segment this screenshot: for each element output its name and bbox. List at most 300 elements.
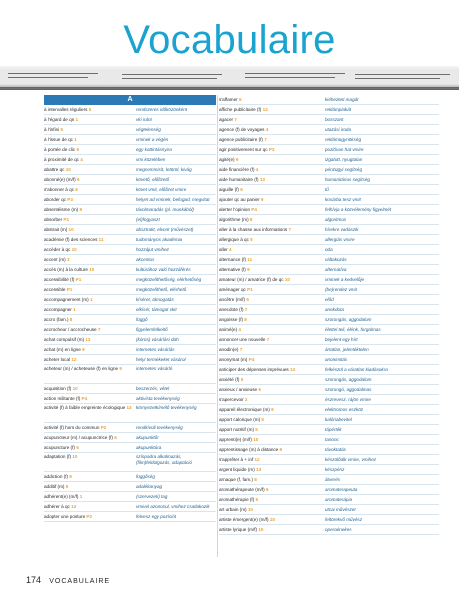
unit-reference: 13 [262,107,268,112]
french-term [219,95,325,104]
vocab-entry [44,492,216,502]
vocab-entry [44,255,216,265]
french-term-text: accessible [44,287,66,292]
french-term [219,345,325,354]
vocab-entry [219,105,439,115]
vocab-entry [44,285,216,295]
french-term-text: additif (m) [44,484,65,489]
french-term [219,505,325,514]
french-term [44,335,136,344]
french-term-text: absentéisme (m) [44,207,79,212]
vocab-entry [44,205,216,215]
hungarian-translation: kiéhezteti magát [325,97,359,102]
vocab-entry [44,345,216,355]
vocab-entry [219,255,439,265]
unit-reference: 5 [238,97,242,102]
hungarian-translation: helyet ad vminek, befogad, megvitat [136,197,210,202]
vocab-entry [219,365,439,375]
hungarian-translation: egy kattintásnyira [136,147,172,152]
french-term [219,155,325,164]
french-term [219,275,325,284]
french-term-text: à portée de clic [44,147,76,152]
hungarian-translation: oda [325,247,333,252]
french-term [44,345,136,354]
page-title: Vocabulaire [123,18,336,62]
unit-reference: 5 [60,127,64,132]
vocab-entry [44,443,216,453]
french-term [219,295,325,304]
unit-reference: 4 [255,167,259,172]
footer-label: VOCABULAIRE [49,578,111,585]
unit-reference: 7 [97,327,101,332]
unit-reference: P1 [66,287,73,292]
french-term [44,255,136,264]
hungarian-translation: felkészül a váratlan kiadásokra [325,367,388,372]
french-term-text: apport calorique (m) [219,417,261,422]
vocab-entry [219,505,439,515]
vocab-entry [44,433,216,443]
french-term-text: agir positivement sur qc [219,147,268,152]
french-term-text: accrocheur / accrocheuse [44,327,97,332]
french-term [219,355,325,364]
french-term-text: alternative (f) [219,267,246,272]
unit-reference: 10 [71,247,77,252]
vocab-entry [219,375,439,385]
unit-reference: 5 [250,237,253,242]
hungarian-translation: tanonc [325,437,339,442]
french-term [44,105,136,114]
french-term-text: apprentissage (m) à distance [219,447,279,452]
french-term-text: acquisition (f) [44,386,72,391]
unit-reference: 9 [79,207,83,212]
vocab-entry [219,145,439,155]
french-term-text: s'apercevoir [219,397,244,402]
unit-reference: P4 [248,357,255,362]
french-term-text: aromathérapie (f) [219,497,255,502]
french-term-text: animé(e) [219,327,238,332]
vocab-entry [219,315,439,325]
hungarian-translation: allergiás vmire [325,237,355,242]
french-term-text: annoncer une nouvelle [219,337,266,342]
french-term [44,155,136,164]
vocab-entry [219,405,439,415]
unit-reference: 10 [72,386,78,391]
french-term [219,495,325,504]
vocab-entry [44,472,216,482]
french-term-text: aller à la chasse aux informations [219,227,288,232]
french-term [219,175,325,184]
french-term-text: à intervalles réguliers [44,107,88,112]
vocab-entry [219,355,439,365]
french-term-text: accompagner [44,307,72,312]
french-term-text: angoisse (f) [219,317,244,322]
vocab-entry [219,285,439,295]
french-term-text: accro (fam.) [44,317,69,322]
hungarian-translation: megsemmisít, letöröl, kivág [136,167,192,172]
french-term-text: anecdote (f) [219,307,244,312]
hungarian-translation: kíséret, támogatás [136,297,174,302]
unit-reference: 4 [80,157,83,162]
unit-reference: 13 [259,177,265,182]
french-term [44,315,136,324]
hungarian-translation: szorongás, aggodalom [325,317,372,322]
vocab-entry [219,295,439,305]
french-term-text: anticiper des dépenses imprévues [219,367,289,372]
french-term [219,385,325,394]
french-term [219,315,325,324]
unit-reference: P1 [75,277,82,282]
french-term [219,235,325,244]
vocab-entry [44,155,216,165]
vocab-entry [219,95,439,105]
hungarian-translation: távolmaradás (pl. munkából) [136,207,194,212]
french-term-text: argent liquide (m) [219,467,255,472]
french-term [219,485,325,494]
hungarian-translation: reklámügynökség [325,137,362,142]
unit-reference: 6 [114,435,117,440]
french-term [219,455,325,464]
french-term [219,265,325,274]
unit-reference: 9 [279,447,283,452]
vocab-entry [219,455,439,465]
vocab-entry [44,165,216,175]
french-term-text: acheter local [44,357,71,362]
vocab-entry [219,495,439,505]
french-term [219,125,325,134]
french-term [44,404,136,422]
vocab-entry [44,195,216,205]
unit-reference: 10 [253,437,259,442]
unit-reference: 9 [247,267,250,272]
hungarian-translation: aromaterapeuta [325,487,358,492]
vocab-entry [44,125,216,135]
vocab-entry [44,512,216,522]
vocab-entry [219,335,439,345]
hungarian-translation: vminek a kedvelője [325,277,365,282]
french-term [219,145,325,154]
unit-reference: 5 [65,484,69,489]
vocab-entry [219,125,439,135]
hungarian-translation: vmivel azonosul, vmihez csatlakozik [136,504,210,509]
french-term [219,165,325,174]
hungarian-translation: készpénz [325,467,345,472]
hungarian-translation: akupunktúra [136,445,162,450]
unit-reference: 10 [284,277,290,282]
french-term-text: aide humanitaire (f) [219,177,259,182]
hungarian-translation: pénzügyi segítség [325,167,363,172]
french-term-text: adhérent(e) (m/f) [44,494,79,499]
hungarian-translation: utcai művészet [325,507,356,512]
unit-reference: 5 [261,417,264,422]
vocab-entry [44,175,216,185]
vocab-entry [219,195,439,205]
vocab-entry [219,265,439,275]
vocab-entry [219,115,439,125]
page-number: 174 [26,575,42,585]
vocab-entry [219,445,439,455]
hungarian-translation: adalékanyag [136,484,163,489]
french-term-text: adaptation (f) [44,454,72,459]
unit-reference: 8 [254,477,257,482]
unit-reference: 12 [71,357,77,362]
french-term-text: artiste lyrique (m/f) [219,527,258,532]
hungarian-translation: tű [325,187,329,192]
vocab-entry [219,525,439,535]
french-term-text: abstrait (m) [44,227,68,232]
french-term [219,215,325,224]
vocab-entry [219,275,439,285]
unit-reference: 8 [69,317,73,322]
french-term-text: ancêtre (m/f) [219,297,246,302]
unit-reference: 4 [228,247,232,252]
unit-reference: 13 [85,337,91,342]
hungarian-translation: távoktatás [325,447,346,452]
vocab-entry [44,335,216,345]
vocabulary-column-left [44,95,216,522]
vocab-entry [219,435,439,445]
french-term-text: accéder à qc [44,247,71,252]
hungarian-translation: kosárba tesz vmit [325,197,361,202]
french-term [219,375,325,384]
french-term-text: accès (m) à la culture [44,267,88,272]
unit-reference: 1 [89,297,93,302]
hungarian-translation: szorongó, aggodalmas [325,387,372,392]
vocab-entry [219,515,439,525]
vocab-entry [44,105,216,115]
hungarian-translation: vki iránt [136,117,152,122]
unit-reference: 8 [244,317,247,322]
hungarian-translation: bosszant [325,117,344,122]
hungarian-translation: absztrakt, elvont (művészet) [136,227,194,232]
french-term-text: accompagnement (m) [44,297,89,302]
hungarian-translation: feltörekvő művész [325,517,363,522]
hungarian-translation: tudományos akadémia [136,237,183,242]
french-term-text: anodin(e) [219,347,239,352]
vocab-entry [44,404,216,423]
hungarian-translation: pozitívan hat vmire [325,147,364,152]
vocab-entry [219,165,439,175]
hungarian-translation: követő, előfizető [136,177,170,182]
unit-reference: 13 [256,467,262,472]
vocab-entry [44,235,216,245]
french-term [219,395,325,404]
unit-reference: 11 [98,237,104,242]
unit-reference: 7 [239,347,243,352]
french-term [44,472,136,481]
french-term-text: alerter l'opinion [219,207,251,212]
french-term-text: allergique à qc [219,237,249,242]
french-term-text: ajouter qc au panier [219,197,260,202]
hungarian-translation: internetes vásárló [136,366,173,371]
page-footer [26,575,110,585]
french-term-text: appareil électronique (m) [219,407,270,412]
hungarian-translation: aromaterápia [325,497,353,502]
hungarian-translation: ártatlan, jelentéktelen [325,347,369,352]
french-term-text: algorithme (m) [219,217,249,222]
unit-reference: P2 [86,514,93,519]
french-term-text: activité (f) à faible empreinte écologique [44,405,126,410]
french-term [219,105,325,114]
french-term-text: acupuncture (f) [44,445,75,450]
french-term [219,465,325,474]
unit-reference: 1 [75,117,79,122]
french-term-text: achat compulsif (m) [44,337,85,342]
french-term-text: abonné(e) (m/f) [44,177,76,182]
unit-reference: 13 [126,405,132,410]
french-term-text: art urbain (m) [219,507,247,512]
unit-reference: 7 [266,337,270,342]
french-term [219,475,325,484]
french-term [219,435,325,444]
hungarian-translation: (el)fogyaszt [136,217,160,222]
hungarian-translation: felvesz egy pozíciót [136,514,177,519]
vocab-entry [44,355,216,365]
hungarian-translation: operaénekes [325,527,352,532]
vocab-entry [44,325,216,335]
french-term-text: addiction (f) [44,474,69,479]
french-term [44,502,136,511]
french-term [44,384,136,393]
hungarian-translation: humanitárius segítség [325,177,370,182]
french-term [44,512,136,521]
unit-reference: 13 [290,367,296,372]
hungarian-translation: megközelíthetőség, elérhetőség [136,277,202,282]
vocab-entry [44,245,216,255]
french-term-text: à proximité de qc [44,157,79,162]
vocab-entry [44,305,216,315]
vocab-entry [219,415,439,425]
vocab-entry [44,115,216,125]
unit-reference: 1 [74,137,77,142]
unit-reference: 10 [72,454,78,459]
unit-reference: 10 [65,167,71,172]
hungarian-translation: beszerzés, vétel [136,386,170,391]
hungarian-translation: vmi közelében [136,157,166,162]
vocab-entry [219,305,439,315]
french-term [219,415,325,424]
unit-reference: 5 [255,427,258,432]
french-term [44,285,136,294]
french-term [44,215,136,224]
hungarian-translation: anekdota [325,307,344,312]
unit-reference: 5 [240,377,244,382]
unit-reference: 6 [246,297,249,302]
french-term [219,255,325,264]
unit-reference: 12 [254,457,260,462]
hungarian-translation: készülődik vmire, vmihez [325,457,377,462]
unit-reference: 8 [75,187,78,192]
french-term-text: à l'infini [44,127,60,132]
hungarian-translation: anonimitás [325,357,348,362]
vocab-entry [219,215,439,225]
french-term-text: aiguille (f) [219,187,239,192]
french-term-text: agence publicitaire (f) [219,137,263,142]
hungarian-translation: helyi termékeket vásárol [136,357,186,362]
hungarian-translation: (szervezeti) tag [136,494,168,499]
french-term [44,295,136,304]
french-term [44,185,136,194]
hungarian-translation: elkísér, támogat vkit [136,307,177,312]
hungarian-translation: környezetkímélő tevékenység [136,405,197,410]
french-term-text: acheteur (m) / acheteuse (f) en ligne [44,366,119,371]
french-term [44,394,136,403]
french-term-text: arnaque (f, fam.) [219,477,253,482]
french-term-text: affiche publicitaire (f) [219,107,262,112]
french-term-text: adopter une posture [44,514,86,519]
vocab-entry [219,395,439,405]
hungarian-translation: vminek a végén [136,137,169,142]
french-term [44,245,136,254]
french-term [44,205,136,214]
hungarian-translation: hozzájut vmihez [136,247,169,252]
hungarian-translation: alternatíva [325,267,347,272]
unit-reference: 9 [82,347,85,352]
unit-reference: P2 [100,425,107,430]
unit-reference: 6 [258,387,261,392]
hungarian-translation: függő [136,317,148,322]
vocab-entry [44,384,216,394]
french-term [219,245,325,254]
vocab-entry [44,502,216,512]
hungarian-translation: rendkívüli tevékenység [136,425,183,430]
hungarian-translation: szorongás, aggodalom [325,377,372,382]
french-term-text: artiste émergent(e) (m/f) [219,517,269,522]
french-term [44,275,136,284]
french-term-text: s'abonner à qc [44,187,74,192]
french-term-text: aller [219,247,228,252]
unit-reference: 3 [66,257,70,262]
french-term-text: alternance (f) [219,257,247,262]
unit-reference: 7 [244,307,248,312]
vocab-entry [44,135,216,145]
vocab-entry [219,345,439,355]
french-term [219,305,325,314]
unit-reference: 5 [88,107,92,112]
french-term [44,433,136,442]
hungarian-translation: bejelent egy hírt [325,337,358,342]
hungarian-translation: kalóriabevitel [325,417,352,422]
vocab-entry [44,295,216,305]
french-term-text: apport nutritif (m) [219,427,254,432]
unit-reference: P3 [268,147,275,152]
french-term [44,145,136,154]
hungarian-translation: megközelíthető, elérhető [136,287,187,292]
vocab-entry [219,135,439,145]
french-term-text: anxiété (f) [219,377,240,382]
french-term [44,195,136,204]
french-term-text: aide financière (f) [219,167,255,172]
unit-reference: 6 [255,497,259,502]
french-term-text: agité(e) [219,157,235,162]
french-term-text: à l'égard de qn [44,117,75,122]
french-term [219,225,325,234]
unit-reference: 6 [265,487,269,492]
unit-reference: 1 [73,307,76,312]
vocab-entry [219,425,439,435]
newspaper-banner-image [0,66,459,90]
vocab-entry [219,325,439,335]
french-term-text: anonymat (m) [219,357,248,362]
column-divider [217,95,218,557]
french-term [44,175,136,184]
french-term [44,423,136,432]
hungarian-translation: internetes vásárlás [136,347,175,352]
hungarian-translation: reklámplakát [325,107,352,112]
french-term [44,325,136,334]
french-term [44,492,136,501]
french-term [219,525,325,534]
vocab-entry [219,485,439,495]
